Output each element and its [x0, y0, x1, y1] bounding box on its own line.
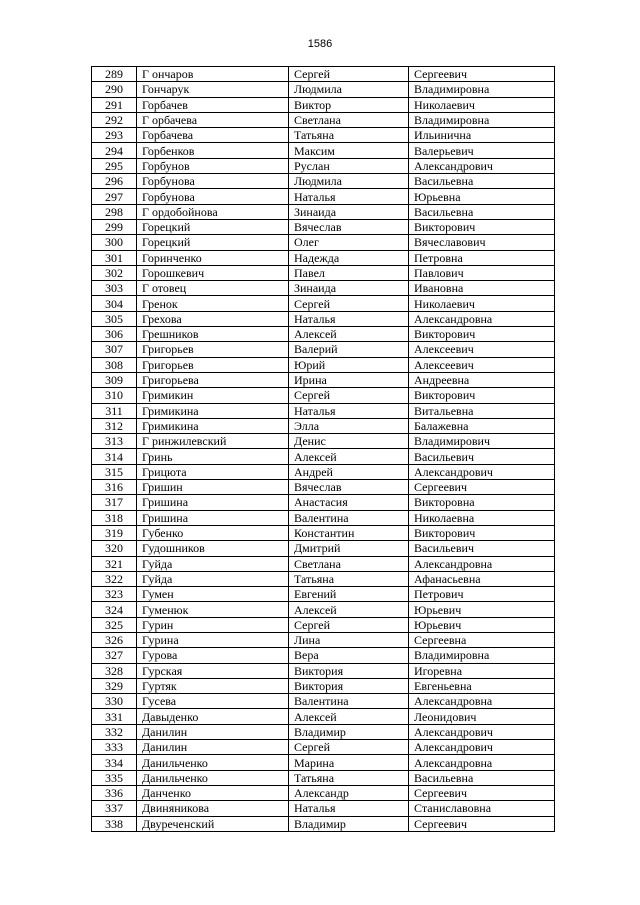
table-row	[92, 342, 555, 357]
last-name-cell: Горецкий	[137, 219, 289, 234]
first-name-cell: Надежда	[289, 250, 409, 265]
row-number-cell: 321	[92, 556, 137, 571]
table-row	[92, 281, 555, 296]
table-row	[92, 709, 555, 724]
table-row	[92, 648, 555, 663]
row-number-cell: 307	[92, 342, 137, 357]
last-name-cell: Гренок	[137, 296, 289, 311]
table-row	[92, 189, 555, 204]
patronymic-cell: Александрович	[409, 740, 555, 755]
first-name-cell: Татьяна	[289, 770, 409, 785]
row-number-cell: 326	[92, 632, 137, 647]
patronymic-cell: Алексеевич	[409, 357, 555, 372]
last-name-cell: Гуйда	[137, 571, 289, 586]
patronymic-cell: Сергеевич	[409, 67, 555, 82]
row-number-cell: 331	[92, 709, 137, 724]
row-number-cell: 312	[92, 418, 137, 433]
first-name-cell: Алексей	[289, 709, 409, 724]
row-number-cell: 320	[92, 541, 137, 556]
table-row	[92, 174, 555, 189]
last-name-cell: Давыденко	[137, 709, 289, 724]
patronymic-cell: Александровна	[409, 694, 555, 709]
patronymic-cell: Васильевич	[409, 541, 555, 556]
row-number-cell: 294	[92, 143, 137, 158]
last-name-cell: Гринь	[137, 449, 289, 464]
row-number-cell: 314	[92, 449, 137, 464]
roster-body	[92, 67, 555, 832]
row-number-cell: 332	[92, 724, 137, 739]
first-name-cell: Вячеслав	[289, 219, 409, 234]
patronymic-cell: Васильевич	[409, 449, 555, 464]
first-name-cell: Юрий	[289, 357, 409, 372]
last-name-cell: Григорьев	[137, 342, 289, 357]
last-name-cell: Грехова	[137, 311, 289, 326]
first-name-cell: Зинаида	[289, 281, 409, 296]
first-name-cell: Наталья	[289, 311, 409, 326]
last-name-cell: Грешников	[137, 327, 289, 342]
first-name-cell: Сергей	[289, 296, 409, 311]
patronymic-cell: Алексеевич	[409, 342, 555, 357]
first-name-cell: Максим	[289, 143, 409, 158]
table-row	[92, 357, 555, 372]
patronymic-cell: Николаевна	[409, 510, 555, 525]
first-name-cell: Сергей	[289, 617, 409, 632]
last-name-cell: Данильченко	[137, 770, 289, 785]
last-name-cell: Горбунов	[137, 158, 289, 173]
row-number-cell: 313	[92, 434, 137, 449]
row-number-cell: 311	[92, 403, 137, 418]
patronymic-cell: Васильевна	[409, 174, 555, 189]
last-name-cell: Гришина	[137, 510, 289, 525]
table-row	[92, 67, 555, 82]
table-row	[92, 158, 555, 173]
row-number-cell: 328	[92, 663, 137, 678]
row-number-cell: 296	[92, 174, 137, 189]
table-row	[92, 801, 555, 816]
table-row	[92, 219, 555, 234]
row-number-cell: 319	[92, 525, 137, 540]
patronymic-cell: Сергеевич	[409, 480, 555, 495]
first-name-cell: Евгений	[289, 587, 409, 602]
last-name-cell: Губенко	[137, 525, 289, 540]
last-name-cell: Данилин	[137, 724, 289, 739]
table-row	[92, 434, 555, 449]
last-name-cell: Гримикина	[137, 403, 289, 418]
table-row	[92, 571, 555, 586]
row-number-cell: 300	[92, 235, 137, 250]
patronymic-cell: Андреевна	[409, 372, 555, 387]
patronymic-cell: Юрьевич	[409, 617, 555, 632]
first-name-cell: Ирина	[289, 372, 409, 387]
row-number-cell: 334	[92, 755, 137, 770]
patronymic-cell: Петрович	[409, 587, 555, 602]
last-name-cell: Гришина	[137, 495, 289, 510]
last-name-cell: Гусева	[137, 694, 289, 709]
row-number-cell: 329	[92, 678, 137, 693]
table-row	[92, 770, 555, 785]
first-name-cell: Элла	[289, 418, 409, 433]
table-row	[92, 510, 555, 525]
page-number: 1586	[307, 38, 333, 50]
row-number-cell: 336	[92, 785, 137, 800]
last-name-cell: Горинченко	[137, 250, 289, 265]
table-row	[92, 602, 555, 617]
first-name-cell: Лина	[289, 632, 409, 647]
row-number-cell: 323	[92, 587, 137, 602]
first-name-cell: Сергей	[289, 388, 409, 403]
row-number-cell: 308	[92, 357, 137, 372]
row-number-cell: 303	[92, 281, 137, 296]
patronymic-cell: Владимировна	[409, 648, 555, 663]
table-row	[92, 724, 555, 739]
patronymic-cell: Петровна	[409, 250, 555, 265]
table-row	[92, 740, 555, 755]
patronymic-cell: Викторович	[409, 219, 555, 234]
last-name-cell: Гуйда	[137, 556, 289, 571]
first-name-cell: Владимир	[289, 816, 409, 831]
last-name-cell: Гримикина	[137, 418, 289, 433]
patronymic-cell: Павлович	[409, 265, 555, 280]
first-name-cell: Дмитрий	[289, 541, 409, 556]
patronymic-cell: Сергеевна	[409, 632, 555, 647]
table-row	[92, 480, 555, 495]
last-name-cell: Гурская	[137, 663, 289, 678]
last-name-cell: Горбенков	[137, 143, 289, 158]
patronymic-cell: Александрович	[409, 464, 555, 479]
row-number-cell: 305	[92, 311, 137, 326]
table-row	[92, 449, 555, 464]
patronymic-cell: Владимирович	[409, 434, 555, 449]
first-name-cell: Валентина	[289, 510, 409, 525]
row-number-cell: 309	[92, 372, 137, 387]
last-name-cell: Гуменюк	[137, 602, 289, 617]
table-row	[92, 632, 555, 647]
patronymic-cell: Александровна	[409, 311, 555, 326]
table-row	[92, 250, 555, 265]
row-number-cell: 304	[92, 296, 137, 311]
first-name-cell: Виктория	[289, 663, 409, 678]
first-name-cell: Наталья	[289, 403, 409, 418]
first-name-cell: Александр	[289, 785, 409, 800]
patronymic-cell: Юрьевна	[409, 189, 555, 204]
last-name-cell: Горбачева	[137, 128, 289, 143]
row-number-cell: 318	[92, 510, 137, 525]
last-name-cell: Гримикин	[137, 388, 289, 403]
row-number-cell: 333	[92, 740, 137, 755]
first-name-cell: Людмила	[289, 82, 409, 97]
patronymic-cell: Вячеславович	[409, 235, 555, 250]
first-name-cell: Наталья	[289, 189, 409, 204]
table-row	[92, 816, 555, 831]
row-number-cell: 317	[92, 495, 137, 510]
first-name-cell: Светлана	[289, 556, 409, 571]
first-name-cell: Вячеслав	[289, 480, 409, 495]
last-name-cell: Г отовец	[137, 281, 289, 296]
patronymic-cell: Александровна	[409, 556, 555, 571]
table-row	[92, 755, 555, 770]
table-row	[92, 694, 555, 709]
last-name-cell: Горбунова	[137, 189, 289, 204]
patronymic-cell: Ивановна	[409, 281, 555, 296]
row-number-cell: 337	[92, 801, 137, 816]
row-number-cell: 302	[92, 265, 137, 280]
last-name-cell: Гончарук	[137, 82, 289, 97]
last-name-cell: Гришин	[137, 480, 289, 495]
table-row	[92, 112, 555, 127]
table-row	[92, 617, 555, 632]
table-row	[92, 587, 555, 602]
first-name-cell: Анастасия	[289, 495, 409, 510]
table-row	[92, 235, 555, 250]
row-number-cell: 338	[92, 816, 137, 831]
name-roster-table	[91, 66, 555, 832]
last-name-cell: Гурова	[137, 648, 289, 663]
patronymic-cell: Сергеевич	[409, 785, 555, 800]
patronymic-cell: Ильинична	[409, 128, 555, 143]
first-name-cell: Павел	[289, 265, 409, 280]
row-number-cell: 291	[92, 97, 137, 112]
last-name-cell: Г орбачева	[137, 112, 289, 127]
patronymic-cell: Леонидович	[409, 709, 555, 724]
first-name-cell: Татьяна	[289, 571, 409, 586]
last-name-cell: Гурина	[137, 632, 289, 647]
table-row	[92, 525, 555, 540]
table-row	[92, 678, 555, 693]
first-name-cell: Наталья	[289, 801, 409, 816]
row-number-cell: 335	[92, 770, 137, 785]
last-name-cell: Г ордобойнова	[137, 204, 289, 219]
patronymic-cell: Сергеевич	[409, 816, 555, 831]
first-name-cell: Алексей	[289, 327, 409, 342]
first-name-cell: Виктор	[289, 97, 409, 112]
table-row	[92, 327, 555, 342]
patronymic-cell: Витальевна	[409, 403, 555, 418]
row-number-cell: 330	[92, 694, 137, 709]
row-number-cell: 301	[92, 250, 137, 265]
row-number-cell: 295	[92, 158, 137, 173]
last-name-cell: Горецкий	[137, 235, 289, 250]
table-row	[92, 296, 555, 311]
first-name-cell: Денис	[289, 434, 409, 449]
row-number-cell: 293	[92, 128, 137, 143]
last-name-cell: Григорьев	[137, 357, 289, 372]
patronymic-cell: Николаевич	[409, 97, 555, 112]
first-name-cell: Вера	[289, 648, 409, 663]
table-row	[92, 541, 555, 556]
patronymic-cell: Александрович	[409, 158, 555, 173]
first-name-cell: Валентина	[289, 694, 409, 709]
last-name-cell: Горбачев	[137, 97, 289, 112]
patronymic-cell: Александровна	[409, 755, 555, 770]
table-row	[92, 143, 555, 158]
table-row	[92, 663, 555, 678]
last-name-cell: Грицюта	[137, 464, 289, 479]
row-number-cell: 316	[92, 480, 137, 495]
patronymic-cell: Александрович	[409, 724, 555, 739]
first-name-cell: Алексей	[289, 449, 409, 464]
row-number-cell: 322	[92, 571, 137, 586]
patronymic-cell: Владимировна	[409, 112, 555, 127]
patronymic-cell: Васильевна	[409, 204, 555, 219]
patronymic-cell: Викторович	[409, 327, 555, 342]
patronymic-cell: Васильевна	[409, 770, 555, 785]
first-name-cell: Людмила	[289, 174, 409, 189]
first-name-cell: Владимир	[289, 724, 409, 739]
patronymic-cell: Викторович	[409, 388, 555, 403]
first-name-cell: Марина	[289, 755, 409, 770]
patronymic-cell: Балажевна	[409, 418, 555, 433]
table-row	[92, 204, 555, 219]
table-row	[92, 372, 555, 387]
patronymic-cell: Игоревна	[409, 663, 555, 678]
last-name-cell: Гудошников	[137, 541, 289, 556]
table-row	[92, 128, 555, 143]
first-name-cell: Светлана	[289, 112, 409, 127]
first-name-cell: Сергей	[289, 740, 409, 755]
patronymic-cell: Николаевич	[409, 296, 555, 311]
last-name-cell: Григорьева	[137, 372, 289, 387]
first-name-cell: Олег	[289, 235, 409, 250]
table-row	[92, 785, 555, 800]
table-row	[92, 495, 555, 510]
row-number-cell: 315	[92, 464, 137, 479]
row-number-cell: 298	[92, 204, 137, 219]
row-number-cell: 292	[92, 112, 137, 127]
table-row	[92, 97, 555, 112]
last-name-cell: Г ринжилевский	[137, 434, 289, 449]
row-number-cell: 290	[92, 82, 137, 97]
first-name-cell: Зинаида	[289, 204, 409, 219]
patronymic-cell: Викторовна	[409, 495, 555, 510]
last-name-cell: Горошкевич	[137, 265, 289, 280]
patronymic-cell: Станиславовна	[409, 801, 555, 816]
last-name-cell: Гуртяк	[137, 678, 289, 693]
patronymic-cell: Юрьевич	[409, 602, 555, 617]
first-name-cell: Андрей	[289, 464, 409, 479]
row-number-cell: 310	[92, 388, 137, 403]
table-row	[92, 418, 555, 433]
row-number-cell: 306	[92, 327, 137, 342]
patronymic-cell: Владимировна	[409, 82, 555, 97]
table-row	[92, 82, 555, 97]
row-number-cell: 325	[92, 617, 137, 632]
last-name-cell: Данильченко	[137, 755, 289, 770]
first-name-cell: Валерий	[289, 342, 409, 357]
patronymic-cell: Евгеньевна	[409, 678, 555, 693]
first-name-cell: Константин	[289, 525, 409, 540]
row-number-cell: 324	[92, 602, 137, 617]
table-row	[92, 556, 555, 571]
table-row	[92, 403, 555, 418]
last-name-cell: Двиняникова	[137, 801, 289, 816]
last-name-cell: Гумен	[137, 587, 289, 602]
first-name-cell: Руслан	[289, 158, 409, 173]
last-name-cell: Гурин	[137, 617, 289, 632]
table-row	[92, 464, 555, 479]
table-row	[92, 311, 555, 326]
patronymic-cell: Афанасьевна	[409, 571, 555, 586]
last-name-cell: Г ончаров	[137, 67, 289, 82]
last-name-cell: Двуреченский	[137, 816, 289, 831]
row-number-cell: 327	[92, 648, 137, 663]
first-name-cell: Сергей	[289, 67, 409, 82]
first-name-cell: Алексей	[289, 602, 409, 617]
row-number-cell: 297	[92, 189, 137, 204]
last-name-cell: Данилин	[137, 740, 289, 755]
patronymic-cell: Викторович	[409, 525, 555, 540]
row-number-cell: 289	[92, 67, 137, 82]
last-name-cell: Данченко	[137, 785, 289, 800]
row-number-cell: 299	[92, 219, 137, 234]
table-row	[92, 388, 555, 403]
first-name-cell: Виктория	[289, 678, 409, 693]
first-name-cell: Татьяна	[289, 128, 409, 143]
table-row	[92, 265, 555, 280]
last-name-cell: Горбунова	[137, 174, 289, 189]
patronymic-cell: Валерьевич	[409, 143, 555, 158]
